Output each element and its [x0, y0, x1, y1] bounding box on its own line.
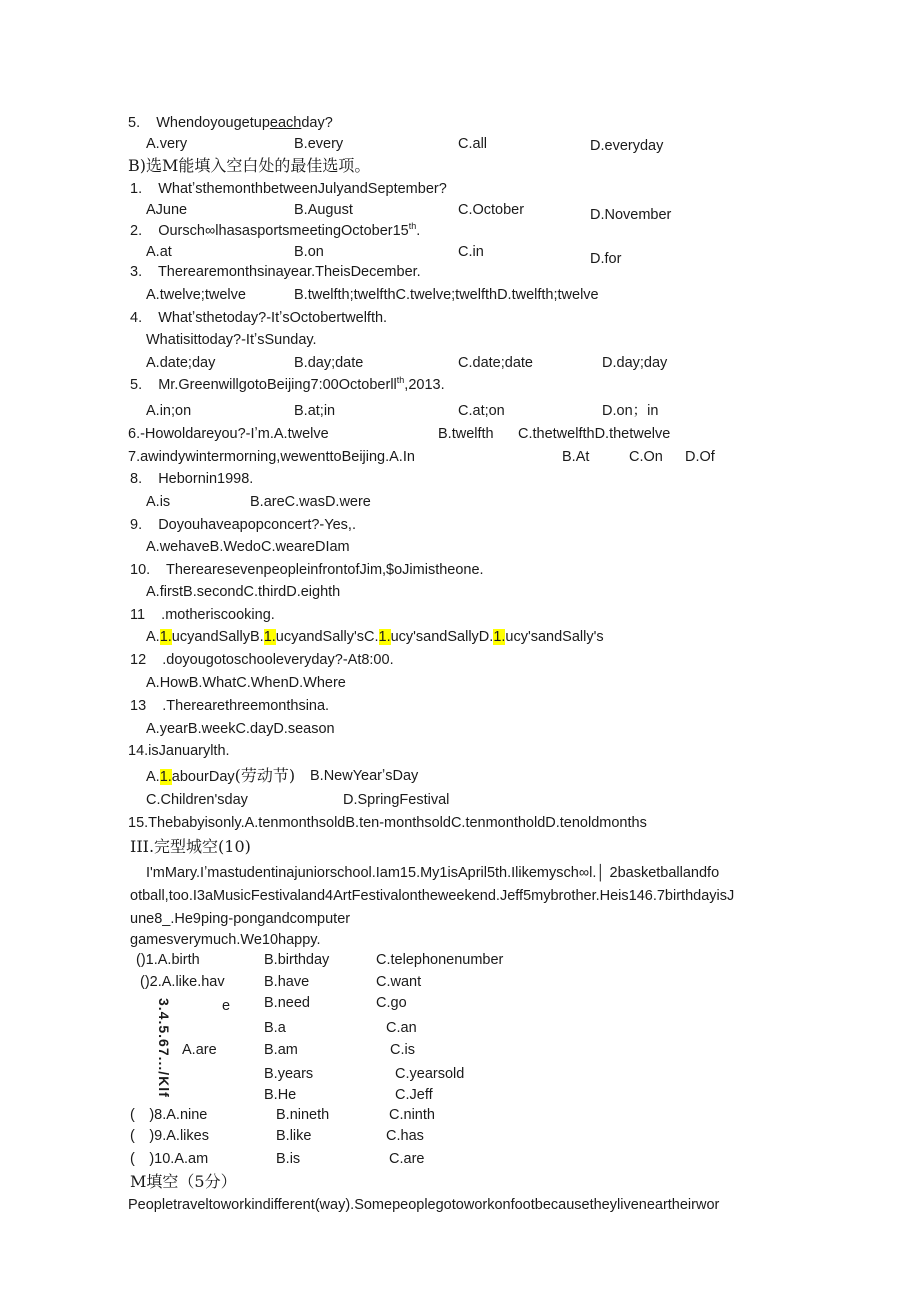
fill-paragraph-line: Peopletraveltoworkindifferent(way).Somepeoplegotoworkonfootbecausetheyliveneartheirwor — [128, 1197, 720, 1213]
cloze-q4-option-b[interactable]: B.a — [264, 1020, 286, 1036]
b9-options[interactable]: A.wehaveB.WedoC.weareDIam — [146, 539, 350, 555]
b10-options[interactable]: A.firstB.secondC.thirdD.eighth — [146, 584, 341, 600]
b7-option-b[interactable]: B.At — [562, 449, 590, 465]
b14-stem: 14.isJanuarylth. — [128, 743, 230, 759]
b8-stem: 8. Hebornin1998. — [130, 471, 254, 487]
section-d-title: M填空（5分） — [130, 1172, 237, 1191]
b14-option-a[interactable]: A.1.abourDay(劳动节) — [146, 766, 296, 785]
cloze-q4-option-c[interactable]: C.an — [386, 1020, 417, 1036]
cloze-q6-option-c[interactable]: C.yearsold — [395, 1066, 465, 1082]
cloze-q5-option-a[interactable]: A.are — [182, 1042, 217, 1058]
section-c-title: III.完型城空(10) — [130, 837, 251, 856]
vertical-numbers: 3.4.5.67.../Klf — [156, 998, 172, 1098]
b13-stem: 13 .Therearethreemonthsina. — [130, 698, 330, 714]
b14-option-d[interactable]: D.SpringFestival — [343, 792, 450, 808]
b2-option-b[interactable]: B.on — [294, 244, 324, 260]
q5-option-a[interactable]: A.very — [146, 136, 188, 152]
b15-stem: 15.Thebabyisonly.A.tenmonthsoldB.ten-monthsoldC.tenmontholdD.tenoldmonths — [128, 815, 647, 831]
b14-option-b[interactable]: B.NewYearʼsDay — [310, 768, 419, 784]
b2-option-c[interactable]: C.in — [458, 244, 484, 260]
b1-option-b[interactable]: B.August — [294, 202, 353, 218]
cloze-q9-option-b[interactable]: B.like — [276, 1128, 312, 1144]
b4-stem-2: Whatisittoday?-ItʼsSunday. — [146, 332, 317, 348]
highlight-mark: 1. — [378, 629, 391, 645]
cloze-q2-option-b[interactable]: B.have — [264, 974, 310, 990]
cloze-q8[interactable]: ( )8.A.nine — [130, 1107, 208, 1123]
b3-options-bcd[interactable]: B.twelfth;twelfthC.twelve;twelfthD.twelfth;twelve — [294, 287, 599, 303]
cloze-line-2: otball,too.I3aMusicFestivaland4ArtFestivalontheweekend.Jeff5mybrother.Heis146.7birthdayisJ — [130, 888, 735, 904]
highlight-mark: 1. — [159, 769, 172, 785]
cloze-q10[interactable]: ( )10.A.am — [130, 1151, 209, 1167]
b5-option-c[interactable]: C.at;on — [458, 403, 505, 419]
section-b-title: B)选M能填入空白处的最佳选项。 — [128, 156, 371, 175]
b11-stem: 11 .motheriscooking. — [130, 607, 275, 623]
b2-option-d[interactable]: D.for — [590, 251, 622, 267]
cloze-q8-option-c[interactable]: C.ninth — [389, 1107, 435, 1123]
b6-stem: 6.-Howoldareyou?-Iʼm.A.twelve — [128, 426, 329, 442]
cloze-q3-option-b[interactable]: B.need — [264, 995, 310, 1011]
cloze-q9-option-c[interactable]: C.has — [386, 1128, 424, 1144]
q5-stem: 5. Whendoyougetupeachday? — [128, 115, 333, 131]
cloze-q5-option-b[interactable]: B.am — [264, 1042, 298, 1058]
b7-stem: 7.awindywintermorning,wewenttoBeijing.A.In — [128, 449, 415, 465]
b4-option-c[interactable]: C.date;date — [458, 355, 533, 371]
cloze-q1-option-b[interactable]: B.birthday — [264, 952, 330, 968]
b4-option-b[interactable]: B.day;date — [294, 355, 364, 371]
cloze-q7-option-b[interactable]: B.He — [264, 1087, 297, 1103]
cloze-q10-option-c[interactable]: C.are — [389, 1151, 425, 1167]
b11-options[interactable]: A.1.ucyandSallyB.1.ucyandSally'sC.1.ucy'sandSallyD.1.ucy'sandSally's — [146, 629, 604, 645]
b1-option-d[interactable]: D.November — [590, 207, 672, 223]
b4-option-d[interactable]: D.day;day — [602, 355, 668, 371]
q5-option-c[interactable]: C.all — [458, 136, 488, 152]
b13-options[interactable]: A.yearB.weekC.dayD.season — [146, 721, 335, 737]
b2-option-a[interactable]: A.at — [146, 244, 172, 260]
b12-options[interactable]: A.HowB.WhatC.WhenD.Where — [146, 675, 346, 691]
b7-option-c[interactable]: C.On — [629, 449, 663, 465]
b5-stem: 5. Mr.GreenwillgotoBeijing7:00Octoberll$^{th}$,2013. — [130, 375, 445, 393]
b14-option-c[interactable]: C.Children'sday — [146, 792, 248, 808]
b3-stem: 3. Therearemonthsinayear.TheisDecember. — [130, 264, 421, 280]
b1-stem: 1. WhatʼsthemonthbetweenJulyandSeptember? — [130, 181, 447, 197]
b1-option-a[interactable]: AJune — [146, 202, 188, 218]
b8-options-bcd[interactable]: B.areC.wasD.were — [250, 494, 371, 510]
b5-option-b[interactable]: B.at;in — [294, 403, 336, 419]
b4-stem: 4. Whatʼsthetoday?-ItʼsOctobertwelfth. — [130, 310, 388, 326]
b2-stem: 2. Oursch∞lhasasportsmeetingOctober15th. — [130, 221, 421, 239]
q5-option-d[interactable]: D.everyday — [590, 138, 664, 154]
highlight-mark: 1. — [159, 629, 172, 645]
b5-option-d[interactable]: D.on；in — [602, 403, 659, 419]
cloze-q3-option-c[interactable]: C.go — [376, 995, 407, 1011]
b5-option-a[interactable]: A.in;on — [146, 403, 192, 419]
b9-stem: 9. Doyouhaveapopconcert?-Yes,. — [130, 517, 356, 533]
cloze-line-1: I'mMary.Iʼmastudentinajuniorschool.Iam15.My1isApril5th.Ilikemysch∞l.│ 2basketballandfo — [146, 865, 720, 881]
b8-option-a[interactable]: A.is — [146, 494, 171, 510]
cloze-q9[interactable]: ( )9.A.likes — [130, 1128, 209, 1144]
cloze-q1[interactable]: ()1.A.birth — [136, 952, 200, 968]
highlight-mark: 1. — [263, 629, 276, 645]
cloze-q6-option-b[interactable]: B.years — [264, 1066, 314, 1082]
cloze-q5-option-c[interactable]: C.is — [390, 1042, 415, 1058]
b4-option-a[interactable]: A.date;day — [146, 355, 216, 371]
b12-stem: 12 .doyougotoschooleveryday?-At8:00. — [130, 652, 394, 668]
cloze-q2-cont: e — [222, 998, 231, 1014]
cloze-q7-option-c[interactable]: C.Jeff — [395, 1087, 433, 1103]
b6-option-b[interactable]: B.twelfth — [438, 426, 494, 442]
cloze-q10-option-b[interactable]: B.is — [276, 1151, 301, 1167]
cloze-q8-option-b[interactable]: B.nineth — [276, 1107, 330, 1123]
cloze-line-3: une8_.He9ping-pongandcomputer — [130, 911, 351, 927]
b6-options-cd[interactable]: C.thetwelfthD.thetwelve — [518, 426, 671, 442]
q5-option-b[interactable]: B.every — [294, 136, 344, 152]
cloze-q2-option-c[interactable]: C.want — [376, 974, 422, 990]
cloze-q2[interactable]: ()2.A.like.hav — [140, 974, 225, 990]
highlight-mark: 1. — [493, 629, 506, 645]
b7-option-d[interactable]: D.Of — [685, 449, 715, 465]
b3-option-a[interactable]: A.twelve;twelve — [146, 287, 246, 303]
cloze-q1-option-c[interactable]: C.telephonenumber — [376, 952, 504, 968]
b10-stem: 10. TherearesevenpeopleinfrontofJim,$oJimistheone. — [130, 562, 484, 578]
cloze-line-4: gamesverymuch.We10happy. — [130, 932, 321, 948]
b1-option-c[interactable]: C.October — [458, 202, 525, 218]
